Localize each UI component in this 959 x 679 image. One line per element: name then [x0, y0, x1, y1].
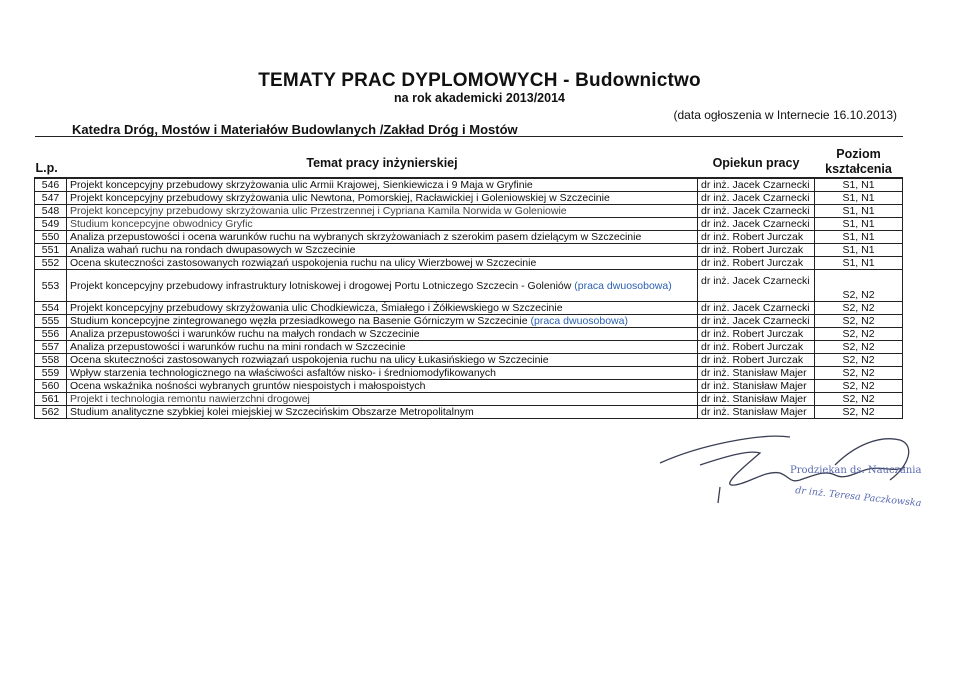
- topic-text: Projekt koncepcyjny przebudowy skrzyżowania ulic Newtona, Pomorskiej, Racławickiej i Goleniowskiej w Szczecinie: [70, 192, 610, 204]
- table-row: [35, 354, 903, 367]
- table-row: [35, 244, 903, 257]
- row-topic: [67, 354, 698, 367]
- row-supervisor: dr inż. Stanisław Majer: [698, 406, 815, 419]
- table-row: [35, 270, 903, 302]
- table-row: [35, 315, 903, 328]
- topic-text: Analiza przepustowości i ocena warunków ruchu na wybranych skrzyżowaniach z szerokim pasem dzielącym w Szczecinie: [70, 231, 642, 243]
- row-number: 555: [35, 315, 67, 328]
- row-supervisor: dr inż. Jacek Czarnecki: [698, 302, 815, 315]
- row-number: 552: [35, 257, 67, 270]
- row-supervisor: dr inż. Jacek Czarnecki: [698, 192, 815, 205]
- row-number: 562: [35, 406, 67, 419]
- row-supervisor: dr inż. Jacek Czarnecki: [698, 270, 815, 302]
- signature-stamp: [640, 425, 930, 525]
- row-supervisor: dr inż. Robert Jurczak: [698, 341, 815, 354]
- stamp-name-text: dr inż. Teresa Paczkowska: [794, 485, 922, 510]
- row-level: S1, N1: [815, 178, 903, 192]
- row-topic: [67, 244, 698, 257]
- row-level: S2, N2: [815, 380, 903, 393]
- topic-text: Ocena skuteczności zastosowanych rozwiązań uspokojenia ruchu na ulicy Łukasińskiego w Szczecinie: [70, 354, 549, 366]
- row-number: 560: [35, 380, 67, 393]
- row-level: S2, N2: [815, 302, 903, 315]
- thesis-topics-table: [34, 136, 903, 419]
- row-level: S1, N1: [815, 205, 903, 218]
- column-header-level-line2: kształcenia: [825, 162, 892, 176]
- topic-text: Projekt i technologia remontu nawierzchni drogowej: [70, 393, 310, 405]
- row-supervisor: dr inż. Robert Jurczak: [698, 328, 815, 341]
- row-topic: [67, 302, 698, 315]
- topic-text: Studium analityczne szybkiej kolei miejskiej w Szczecińskim Obszarze Metropolitalnym: [70, 406, 474, 418]
- table-row: [35, 367, 903, 380]
- row-topic: [67, 328, 698, 341]
- table-row: [35, 380, 903, 393]
- row-number: 557: [35, 341, 67, 354]
- row-number: 553: [35, 270, 67, 302]
- column-header-lp: L.p.: [35, 137, 67, 179]
- row-level: S2, N2: [815, 270, 903, 302]
- row-number: 546: [35, 178, 67, 192]
- row-number: 548: [35, 205, 67, 218]
- row-supervisor: dr inż. Stanisław Majer: [698, 367, 815, 380]
- row-level: S1, N1: [815, 192, 903, 205]
- table-row: [35, 192, 903, 205]
- row-number: 558: [35, 354, 67, 367]
- topic-text: Projekt koncepcyjny przebudowy skrzyżowania ulic Przestrzennej i Cypriana Kamila Norwida w Goleniowie: [70, 205, 567, 217]
- table-row: [35, 302, 903, 315]
- row-supervisor: dr inż. Robert Jurczak: [698, 257, 815, 270]
- table-row: [35, 178, 903, 192]
- row-supervisor: dr inż. Jacek Czarnecki: [698, 218, 815, 231]
- table-row: [35, 205, 903, 218]
- stamp-role-text: Prodziekan ds. Nauczania: [790, 465, 922, 476]
- table-row: [35, 341, 903, 354]
- row-level: S2, N2: [815, 341, 903, 354]
- topic-text: Analiza wahań ruchu na rondach dwupasowych w Szczecinie: [70, 244, 356, 256]
- row-topic: [67, 315, 698, 328]
- row-topic: [67, 367, 698, 380]
- row-topic: [67, 270, 698, 302]
- row-number: 559: [35, 367, 67, 380]
- row-number: 547: [35, 192, 67, 205]
- topic-text: Projekt koncepcyjny przebudowy skrzyżowania ulic Armii Krajowej, Sienkiewicza i 9 Maja w Gryfinie: [70, 179, 533, 191]
- topic-note: (praca dwuosobowa): [530, 315, 628, 327]
- table-row: [35, 393, 903, 406]
- row-level: S2, N2: [815, 315, 903, 328]
- topic-note: (praca dwuosobowa): [574, 279, 672, 292]
- announcement-date: (data ogłoszenia w Internecie 16.10.2013): [673, 108, 897, 122]
- column-header-supervisor: Opiekun pracy: [698, 137, 815, 179]
- row-topic: [67, 393, 698, 406]
- row-supervisor: dr inż. Stanisław Majer: [698, 380, 815, 393]
- row-topic: [67, 380, 698, 393]
- row-level: S2, N2: [815, 328, 903, 341]
- table-row: [35, 406, 903, 419]
- row-topic: [67, 257, 698, 270]
- document-title: TEMATY PRAC DYPLOMOWYCH - Budownictwo: [258, 70, 701, 91]
- row-level: S1, N1: [815, 244, 903, 257]
- topic-text: Studium koncepcyjne zintegrowanego węzła przesiadkowego na Basenie Górniczym w Szczecinie: [70, 315, 531, 327]
- table-row: [35, 218, 903, 231]
- row-number: 561: [35, 393, 67, 406]
- topic-text: Analiza przepustowości i warunków ruchu na małych rondach w Szczecinie: [70, 328, 420, 340]
- table-body: [35, 178, 903, 419]
- row-level: S2, N2: [815, 354, 903, 367]
- table-row: [35, 328, 903, 341]
- row-number: 554: [35, 302, 67, 315]
- row-level: S2, N2: [815, 367, 903, 380]
- table-row: [35, 231, 903, 244]
- row-supervisor: dr inż. Jacek Czarnecki: [698, 205, 815, 218]
- row-supervisor: dr inż. Robert Jurczak: [698, 354, 815, 367]
- topic-text: Projekt koncepcyjny przebudowy infrastruktury lotniskowej i drogowej Portu Lotniczego Szczecin - Goleniów: [70, 279, 575, 292]
- row-supervisor: dr inż. Robert Jurczak: [698, 231, 815, 244]
- row-topic: [67, 341, 698, 354]
- row-number: 549: [35, 218, 67, 231]
- row-level: S1, N1: [815, 231, 903, 244]
- column-header-level: [815, 137, 903, 179]
- column-header-level-line1: Poziom: [836, 147, 881, 161]
- row-number: 550: [35, 231, 67, 244]
- row-topic: [67, 406, 698, 419]
- topic-text: Projekt koncepcyjny przebudowy skrzyżowania ulic Chodkiewicza, Śmiałego i Żółkiewskiego w Szczecinie: [70, 302, 563, 314]
- row-supervisor: dr inż. Jacek Czarnecki: [698, 315, 815, 328]
- topic-text: Analiza przepustowości i warunków ruchu na mini rondach w Szczecinie: [70, 341, 406, 353]
- topic-text: Wpływ starzenia technologicznego na właściwości asfaltów nisko- i średniomodyfikowanych: [70, 367, 497, 379]
- row-topic: [67, 205, 698, 218]
- topic-text: Studium koncepcyjne obwodnicy Gryfic: [70, 218, 253, 230]
- row-topic: [67, 218, 698, 231]
- row-topic: [67, 192, 698, 205]
- row-level: S1, N1: [815, 257, 903, 270]
- row-level: S1, N1: [815, 218, 903, 231]
- row-supervisor: dr inż. Jacek Czarnecki: [698, 178, 815, 192]
- department-name: Katedra Dróg, Mostów i Materiałów Budowlanych /Zakład Dróg i Mostów: [72, 122, 518, 137]
- column-header-topic: Temat pracy inżynierskiej: [67, 137, 698, 179]
- topic-text: Ocena skuteczności zastosowanych rozwiązań uspokojenia ruchu na ulicy Wierzbowej w Szczecinie: [70, 257, 537, 269]
- row-number: 551: [35, 244, 67, 257]
- row-number: 556: [35, 328, 67, 341]
- row-topic: [67, 178, 698, 192]
- academic-year-subtitle: na rok akademicki 2013/2014: [394, 91, 565, 105]
- row-supervisor: dr inż. Robert Jurczak: [698, 244, 815, 257]
- topic-text: Ocena wskaźnika nośności wybranych gruntów niespoistych i małospoistych: [70, 380, 426, 392]
- row-topic: [67, 231, 698, 244]
- row-level: S2, N2: [815, 406, 903, 419]
- row-level: S2, N2: [815, 393, 903, 406]
- table-row: [35, 257, 903, 270]
- table-header-row: [35, 137, 903, 179]
- row-supervisor: dr inż. Stanisław Majer: [698, 393, 815, 406]
